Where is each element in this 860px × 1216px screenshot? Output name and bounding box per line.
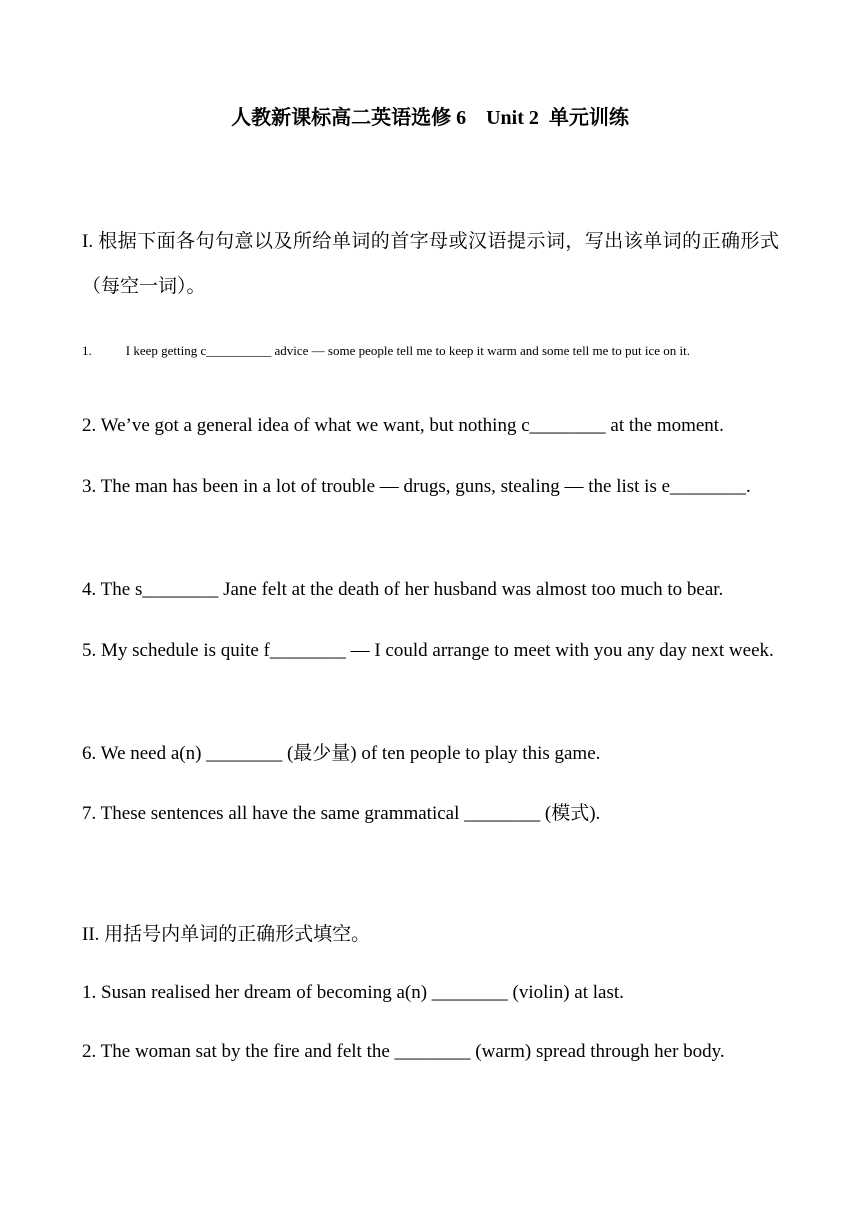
item-number: 1. [82,343,92,358]
document-title: 人教新课标高二英语选修 6 Unit 2 单元训练 [231,107,629,129]
section-2-item-1: 1. Susan realised her dream of becoming a(n) ________ (violin) at last. [82,982,624,1003]
section-2-heading: II. 用括号内单词的正确形式填空。 [82,924,371,945]
section-1-heading: I. 根据下面各句句意以及所给单词的首字母或汉语提示词，写出该单词的正确形式（每空一词）。 [82,231,779,297]
section-2-item-2: 2. The woman sat by the fire and felt the ________ (warm) spread through her body. [82,1041,725,1062]
item-text: I keep getting c__________ advice — some people tell me to keep it warm and some tell me to put ice on it. [125,343,691,358]
section-1-item-5: 5. My schedule is quite f________ — I could arrange to meet with you any day next week. [82,640,774,661]
section-1-item-7: 7. These sentences all have the same grammatical ________ (模式). [82,803,601,824]
section-1-item-2: 2. We’ve got a general idea of what we want, but nothing c________ at the moment. [82,415,724,436]
section-1-item-1 [82,338,779,364]
section-1-item-6: 6. We need a(n) ________ (最少量) of ten people to play this game. [82,743,601,764]
section-1-item-4: 4. The s________ Jane felt at the death of her husband was almost too much to bear. [82,579,724,600]
section-1-item-3: 3. The man has been in a lot of trouble — drugs, guns, stealing — the list is e________. [82,476,751,497]
